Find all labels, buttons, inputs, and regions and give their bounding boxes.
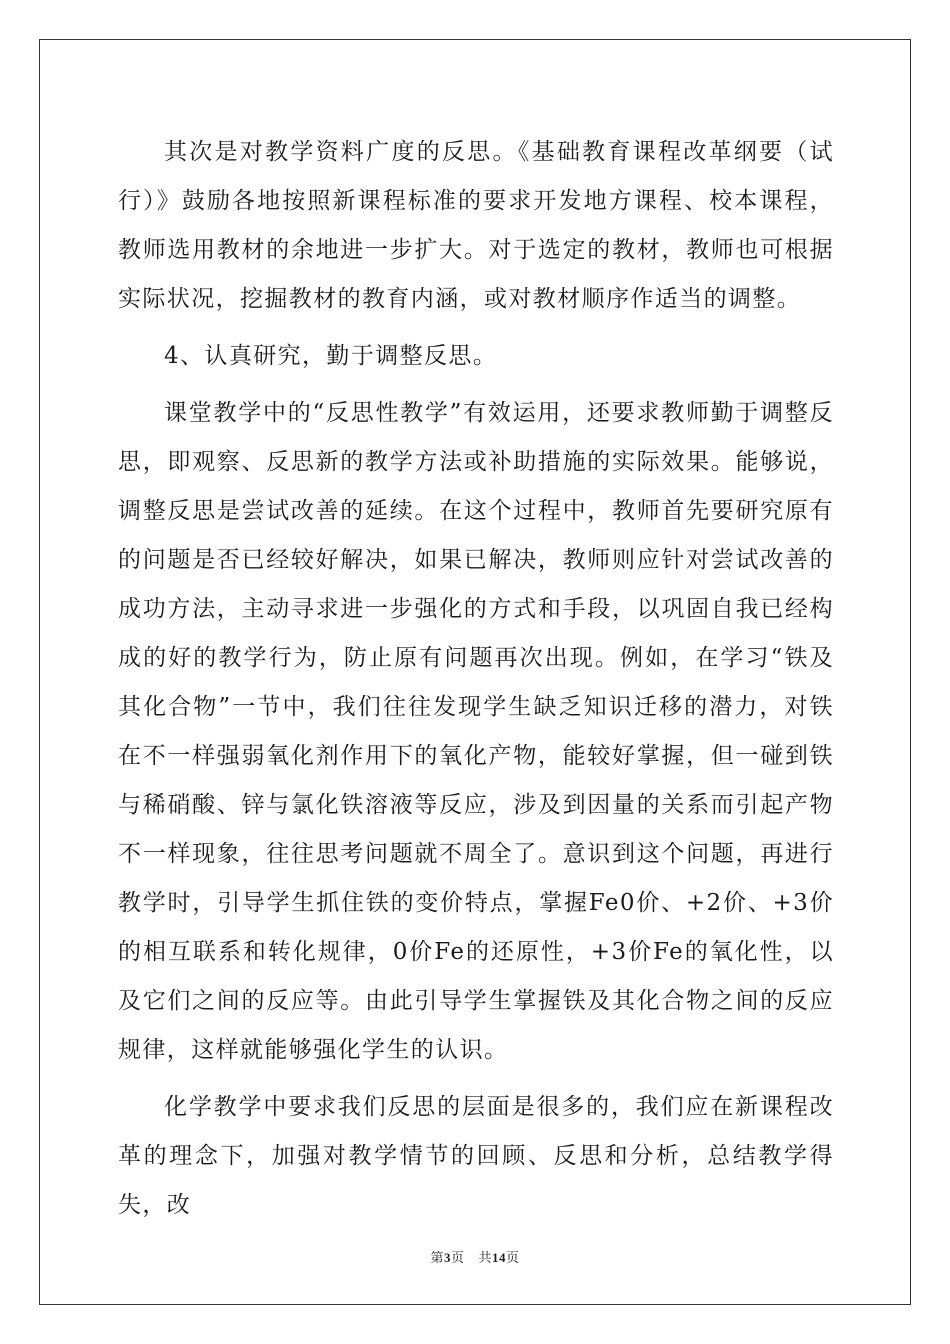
paragraph-adjustment-reflection: 课堂教学中的“反思性教学”有效运用，还要求教师勤于调整反思，即观察、反思新的教学方法或补助措施的实际效果。能够说，调整反思是尝试改善的延续。在这个过程中，教师首先要研究原有的问题是否已经较好解决，如果已解决，教师则应针对尝试改善的成功方法，主动寻求进一步强化的方式和手段，以巩固自我已经构成的好的教学行为，防止原有问题再次出现。例如，在学习“铁及其化合物”一节中，我们往往发现学生缺乏知识迁移的潜力，对铁在不一样强弱氧化剂作用下的氧化产物，能较好掌握，但一碰到铁与稀硝酸、锌与氯化铁溶液等反应，涉及到因量的关系而引起产物不一样现象，往往思考问题就不周全了。意识到这个问题，再进行教学时，引导学生抓住铁的变价特点，掌握Fe0价、+2价、+3价的相互联系和转化规律，0价Fe的还原性，+3价Fe的氧化性，以及它们之间的反应等。由此引导学生掌握铁及其化合物之间的反应规律，这样就能够强化学生的认识。 [118,400,834,1063]
page-prefix: 第 [430,1250,444,1265]
total-prefix: 共 [478,1250,493,1265]
total-pages: 14 [492,1250,507,1265]
document-body [118,128,834,1230]
total-suffix: 页 [506,1250,520,1265]
section-heading-4: 4、认真研究，勤于调整反思。 [164,343,498,369]
paragraph-conclusion: 化学教学中要求我们反思的层面是很多的，我们应在新课程改革的理念下，加强对教学情节的回顾、反思和分析，总结教学得失，改 [118,1094,834,1218]
page-number: 3 [443,1250,451,1265]
paragraph-material-breadth: 其次是对教学资料广度的反思。《基础教育课程改革纲要（试行）》鼓励各地按照新课程标准的要求开发地方课程、校本课程，教师选用教材的余地进一步扩大。对于选定的教材，教师也可根据实际状况，挖掘教材的教育内涵，或对教材顺序作适当的调整。 [118,139,834,312]
page-suffix: 页 [450,1250,465,1265]
page-footer [0,1247,950,1266]
